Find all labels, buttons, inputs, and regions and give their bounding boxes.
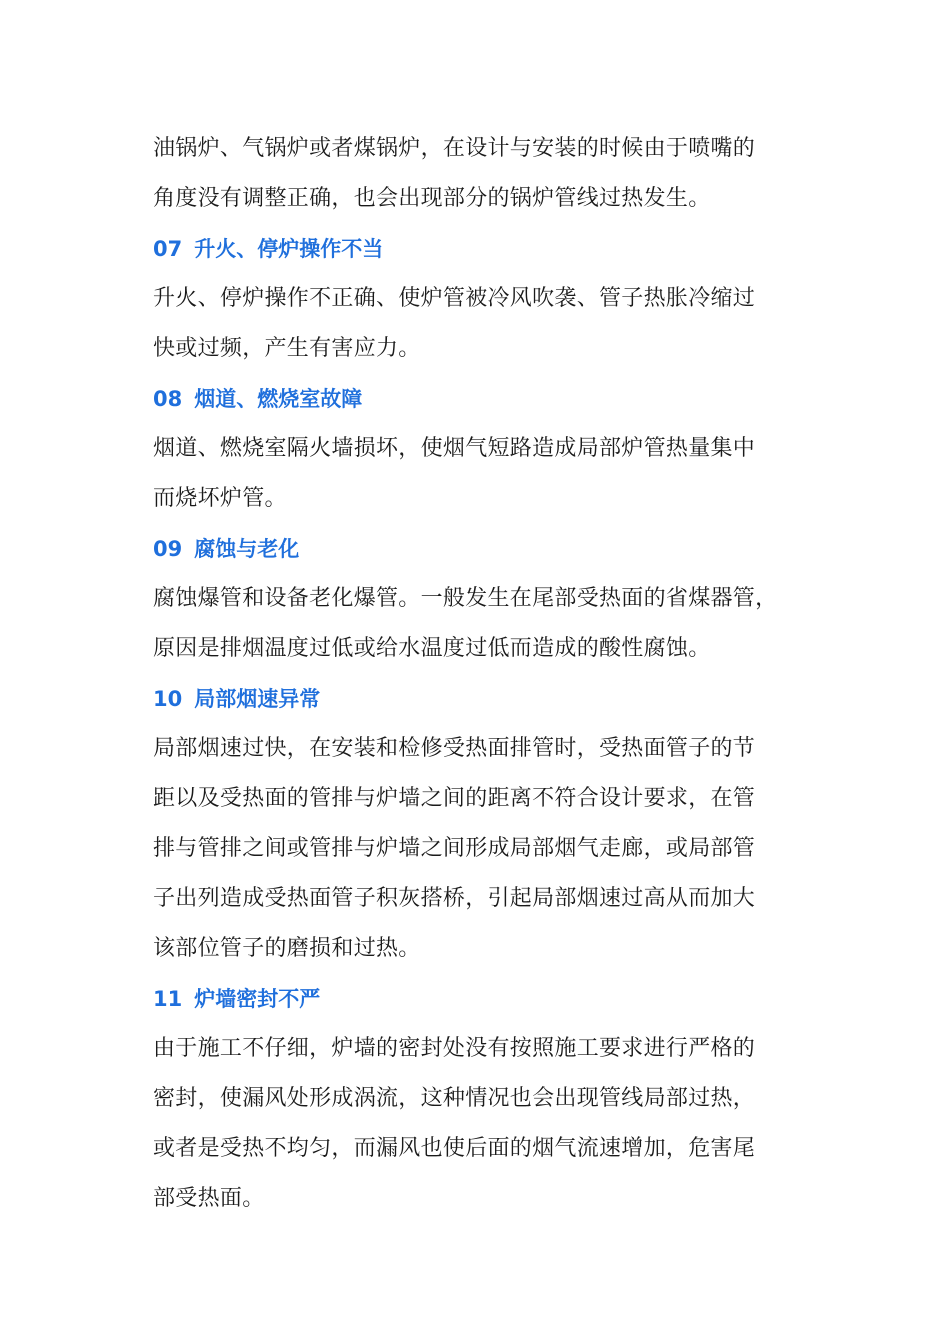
paragraph-line: 部受热面。 (153, 1186, 265, 1211)
section-heading (153, 524, 813, 574)
paragraph-line: 由于施工不仔细，炉墙的密封处没有按照施工要求进行严格的 (153, 1036, 756, 1061)
paragraph-line: 排与管排之间或管排与炉墙之间形成局部烟气走廊，或局部管 (153, 836, 756, 861)
paragraph-line: 快或过频，产生有害应力。 (153, 336, 421, 361)
section-number: 09 (153, 537, 183, 561)
paragraph-line: 密封，使漏风处形成涡流，这种情况也会出现管线局部过热， (153, 1086, 756, 1111)
section-title: 烟道、燃烧室故障 (194, 387, 363, 411)
paragraph-line: 局部烟速过快，在安装和检修受热面排管时，受热面管子的节 (153, 736, 756, 761)
paragraph-line: 距以及受热面的管排与炉墙之间的距离不符合设计要求，在管 (153, 786, 756, 811)
section-08 (153, 374, 813, 524)
section-09 (153, 524, 813, 674)
section-title: 局部烟速异常 (194, 687, 321, 711)
section-number: 10 (153, 687, 183, 711)
section-number: 08 (153, 387, 183, 411)
paragraph-line: 腐蚀爆管和设备老化爆管。一般发生在尾部受热面的省煤器管， (153, 586, 778, 611)
paragraph-line: 或者是受热不均匀，而漏风也使后面的烟气流速增加，危害尾 (153, 1136, 756, 1161)
section-heading (153, 674, 813, 724)
document-page (153, 124, 813, 1224)
intro-paragraph (153, 124, 813, 224)
paragraph-line: 角度没有调整正确，也会出现部分的锅炉管线过热发生。 (153, 186, 711, 211)
paragraph-line: 该部位管子的磨损和过热。 (153, 936, 421, 961)
paragraph-line: 子出列造成受热面管子积灰搭桥，引起局部烟速过高从而加大 (153, 886, 756, 911)
section-heading (153, 224, 813, 274)
section-title: 炉墙密封不严 (194, 987, 321, 1011)
section-title: 腐蚀与老化 (194, 537, 300, 561)
section-07 (153, 224, 813, 374)
section-heading (153, 374, 813, 424)
paragraph-line: 烟道、燃烧室隔火墙损坏，使烟气短路造成局部炉管热量集中 (153, 436, 756, 461)
section-10 (153, 674, 813, 974)
section-11 (153, 974, 813, 1224)
section-heading (153, 974, 813, 1024)
paragraph-line: 升火、停炉操作不正确、使炉管被冷风吹袭、管子热胀冷缩过 (153, 286, 756, 311)
paragraph-line: 油锅炉、气锅炉或者煤锅炉，在设计与安装的时候由于喷嘴的 (153, 136, 756, 161)
paragraph-line: 原因是排烟温度过低或给水温度过低而造成的酸性腐蚀。 (153, 636, 711, 661)
section-title: 升火、停炉操作不当 (194, 237, 384, 261)
section-number: 07 (153, 237, 183, 261)
section-number: 11 (153, 987, 183, 1011)
paragraph-line: 而烧坏炉管。 (153, 486, 287, 511)
